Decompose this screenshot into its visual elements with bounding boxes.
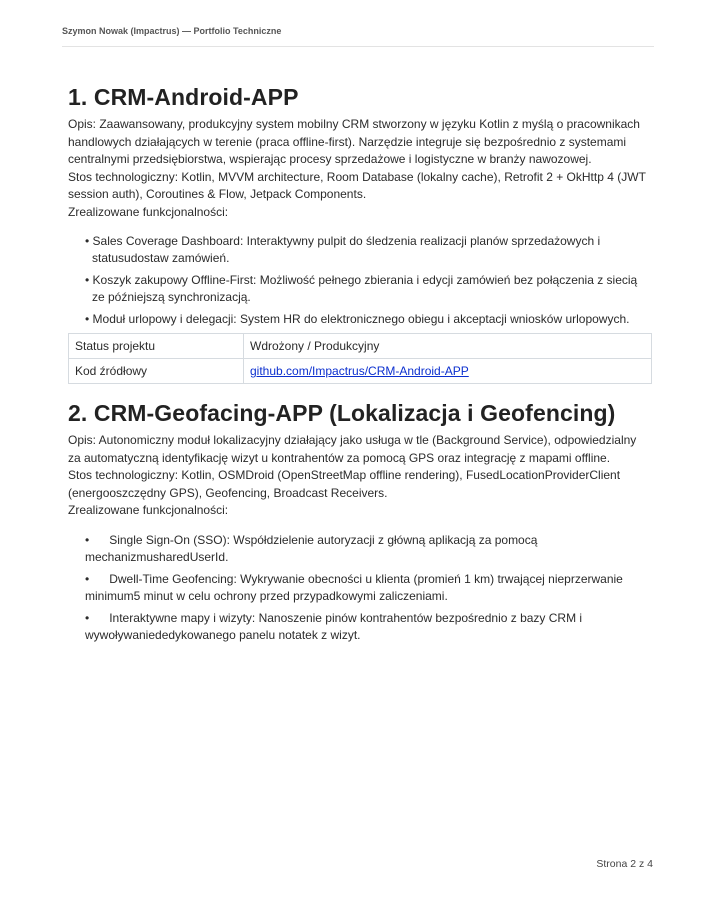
- github-link[interactable]: github.com/Impactrus/CRM-Android-APP: [250, 364, 469, 378]
- list-item: • Single Sign-On (SSO): Współdzielenie autoryzacji z główną aplikacją za pomocą mechanizmusharedUserId.: [85, 532, 541, 564]
- table-row: [69, 359, 652, 384]
- status-label: Status projektu: [69, 334, 244, 359]
- section-crm-android-app: [68, 84, 652, 384]
- features-list: [68, 532, 652, 644]
- tech-stack: Stos technologiczny: Kotlin, OSMDroid (OpenStreetMap offline rendering), FusedLocationProviderClient (energooszczędny GPS), Geofencing, Broadcast Receivers.: [68, 468, 621, 500]
- features-heading: Zrealizowane funkcjonalności:: [68, 503, 229, 517]
- features-heading: Zrealizowane funkcjonalności:: [68, 204, 229, 219]
- list-item: • Interaktywne mapy i wizyty: Nanoszenie pinów kontrahentów bezpośrednio z bazy CRM i wywoływaniededykowanego panelu notatek z wizyt.: [85, 610, 586, 642]
- list-item: • Sales Coverage Dashboard: Interaktywny pulpit do śledzenia realizacji planów sprzedażowych i statusudostaw zamówień.: [85, 234, 601, 265]
- section-crm-geofacing-app: [68, 400, 652, 649]
- features-list: [68, 233, 652, 328]
- list-item: • Moduł urlopowy i delegacji: System HR do elektronicznego obiegu i akceptacji wniosków urlopowych.: [85, 312, 630, 326]
- page-number: Strona 2 z 4: [596, 858, 653, 870]
- tech-stack: Stos technologiczny: Kotlin, MVVM architecture, Room Database (lokalny cache), Retrofit 2 + OkHttp 4 (JWT session auth), Coroutines & Flow, Jetpack Components.: [68, 169, 646, 201]
- source-code-cell: [244, 359, 652, 384]
- status-value: Wdrożony / Produkcyjny: [244, 334, 652, 359]
- description: Opis: Zaawansowany, produkcyjny system mobilny CRM stworzony w języku Kotlin z myślą o pracownikach handlowych działających w terenie (praca offline-first). Narzędzie integruje się bezpośrednio z systemami centralnymi przedsiębiorstwa, wspierając procesy sprzedażowe i logistyczne w branży nawozowej.: [68, 117, 640, 166]
- section-title: 1. CRM-Android-APP: [68, 84, 299, 110]
- list-item: • Koszyk zakupowy Offline-First: Możliwość pełnego zbierania i edycji zamówień bez połączenia z siecią ze późniejszą synchronizacją.: [85, 273, 638, 304]
- list-item: • Dwell-Time Geofencing: Wykrywanie obecności u klienta (promień 1 km) trwającej nieprzerwanie minimum5 minut w celu ochrony przed przypadkowymi zaliczeniami.: [85, 571, 627, 603]
- section-title: 2. CRM-Geofacing-APP (Lokalizacja i Geofencing): [68, 400, 616, 426]
- project-info-table: [68, 333, 652, 384]
- page-header: Szymon Nowak (Impactrus) — Portfolio Techniczne: [62, 26, 654, 47]
- description: Opis: Autonomiczny moduł lokalizacyjny działający jako usługa w tle (Background Service), odpowiedzialny za automatyczną identyfikację wizyt u kontrahentów za pomocą GPS oraz integrację z mapami offline.: [68, 433, 637, 465]
- table-row: [69, 334, 652, 359]
- source-code-label: Kod źródłowy: [69, 359, 244, 384]
